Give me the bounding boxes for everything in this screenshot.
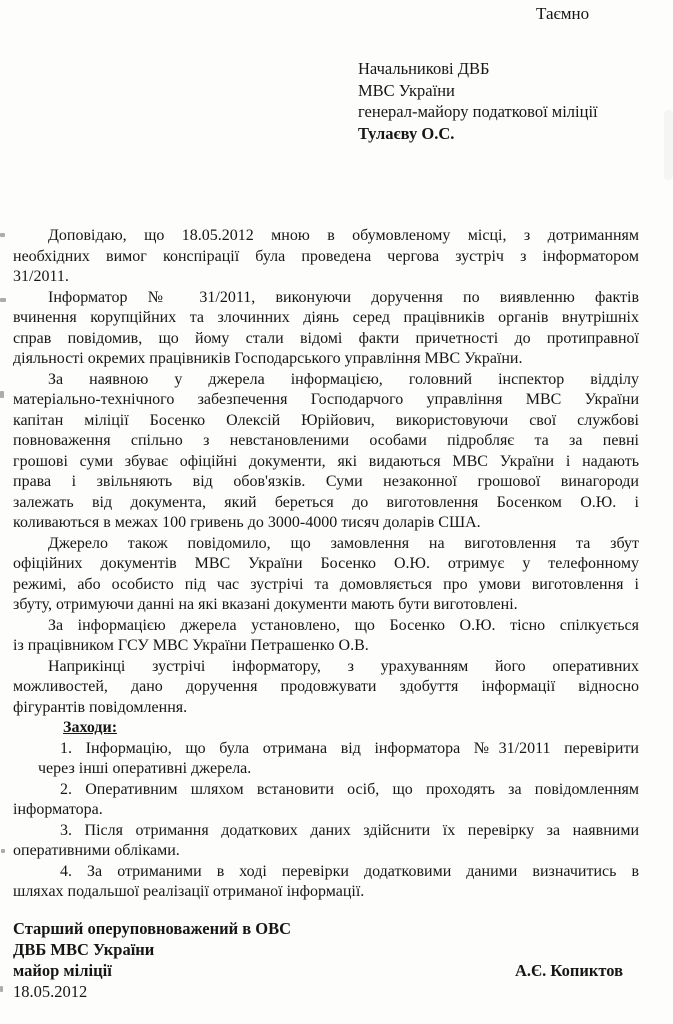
paragraph-line: залежать від документа, який береться до виготовлення Босенком О.Ю. і — [13, 493, 639, 511]
paragraph-line: діяльності окремих працівників Господарського управління МВС України. — [13, 350, 523, 367]
paragraph-line: повноваження спільно з невстановленими особами підробляє та за певні — [13, 432, 639, 449]
paragraph-line: режимі, або особисто під час зустрічі та домовляється про умови виготовлення і — [13, 575, 639, 593]
measure-line: 3. Після отримання додаткових даних здійснити їх перевірку за наявними — [60, 821, 639, 839]
measure-line: оперативними обліками. — [13, 842, 180, 859]
paragraph-line: збуту, отримуючи данні на які вказані документи мають бути виготовлені. — [13, 596, 518, 613]
paragraph-line: права і звільняють від обов'язків. Суми незаконної грошової винагороди — [13, 473, 639, 490]
scan-speck — [0, 233, 5, 237]
paragraph-line: За інформацією джерела установлено, що Босенко О.Ю. тісно спілкується — [48, 616, 639, 634]
paragraph-line: матеріально-технічного забезпечення Господарчого управління МВС України — [13, 391, 639, 408]
paragraph-line: Інформатор № 31/2011, виконуючи доручення по виявленню фактів — [48, 288, 639, 306]
paragraph-line: Доповідаю, що 18.05.2012 мною в обумовленому місці, з дотриманням — [48, 227, 639, 244]
measure-line: через інші оперативні джерела. — [38, 760, 252, 777]
scan-speck — [0, 986, 3, 992]
paragraph-line: необхідних вимог конспірації була проведена чергова зустріч з інформатором — [13, 247, 639, 265]
paragraph-line: можливостей, дано доручення продовжувати здобуття інформації відносно — [13, 678, 639, 695]
paragraph-line: фігурантів повідомлення. — [13, 698, 188, 716]
measure-line: 2. Оперативним шляхом встановити осіб, що проходять за повідомленням — [60, 780, 639, 798]
paragraph-line: капітан міліції Босенко Олексій Юрійович, використовуючи свої службові — [13, 411, 639, 429]
signature-name: А.Є. Копиктов — [514, 961, 623, 980]
body-text — [13, 226, 639, 903]
scan-speck — [0, 298, 6, 302]
measures-heading — [13, 718, 639, 739]
measure-line: 4. За отриманими в ході перевірки додатковими даними визначитись в — [60, 862, 639, 880]
measure-line: шляхах подальшої реалізації отриманої інформації. — [13, 883, 365, 900]
paragraph-line: Наприкінці зустрічі інформатору, з урахуванням його оперативних — [48, 657, 639, 675]
addressee-line: Начальникові ДВБ — [358, 59, 490, 78]
signature-date: 18.05.2012 — [13, 982, 88, 1001]
signature-line: Старший оперуповноважений в ОВС — [13, 919, 292, 938]
scan-speck — [1, 849, 5, 853]
paragraph-line: із працівником ГСУ МВС України Петрашенко О.В. — [13, 637, 369, 654]
scan-speck — [0, 391, 4, 398]
measure-line: інформатора. — [13, 801, 103, 818]
signature-rank: майор міліції — [13, 961, 112, 980]
classification-label: Таємно — [536, 4, 590, 23]
scan-smudge — [664, 110, 673, 180]
addressee-block — [358, 58, 598, 144]
paragraph-line: Джерело також повідомило, що замовлення на виготовлення та збут — [48, 534, 639, 552]
signature-row — [13, 960, 623, 981]
addressee-line: генерал-майору податкової міліції — [358, 102, 598, 121]
paragraph-line: За наявною у джерела інформацією, головний інспектор відділу — [48, 370, 639, 388]
measures-heading-text: Заходи: — [63, 719, 118, 736]
paragraph-line: вчинення корупційних та злочинних діянь серед працівників органів внутрішніх — [13, 309, 639, 326]
signature-line: ДВБ МВС України — [13, 940, 155, 959]
measure-line: 1. Інформацію, що була отримана від інформатора №31/2011 перевірити — [60, 739, 639, 757]
addressee-line: МВС України — [358, 80, 455, 100]
paragraph-line: справ повідомив, що йому стали відомі факти причетності до протиправної — [13, 329, 639, 347]
paragraph-line: грошові суми збуває офіційні документи, які видаються МВС України і надають — [13, 452, 639, 470]
paragraph-line: 31/2011. — [13, 268, 69, 285]
addressee-name: Тулаєву О.С. — [358, 123, 455, 143]
paragraph-line: коливаються в межах 100 гривень до 3000-4000 тисяч доларів США. — [13, 514, 481, 531]
signature-block — [13, 918, 623, 1002]
paragraph-line: офіційних документів МВС України Босенко О.Ю. отримує у телефонному — [13, 555, 639, 572]
